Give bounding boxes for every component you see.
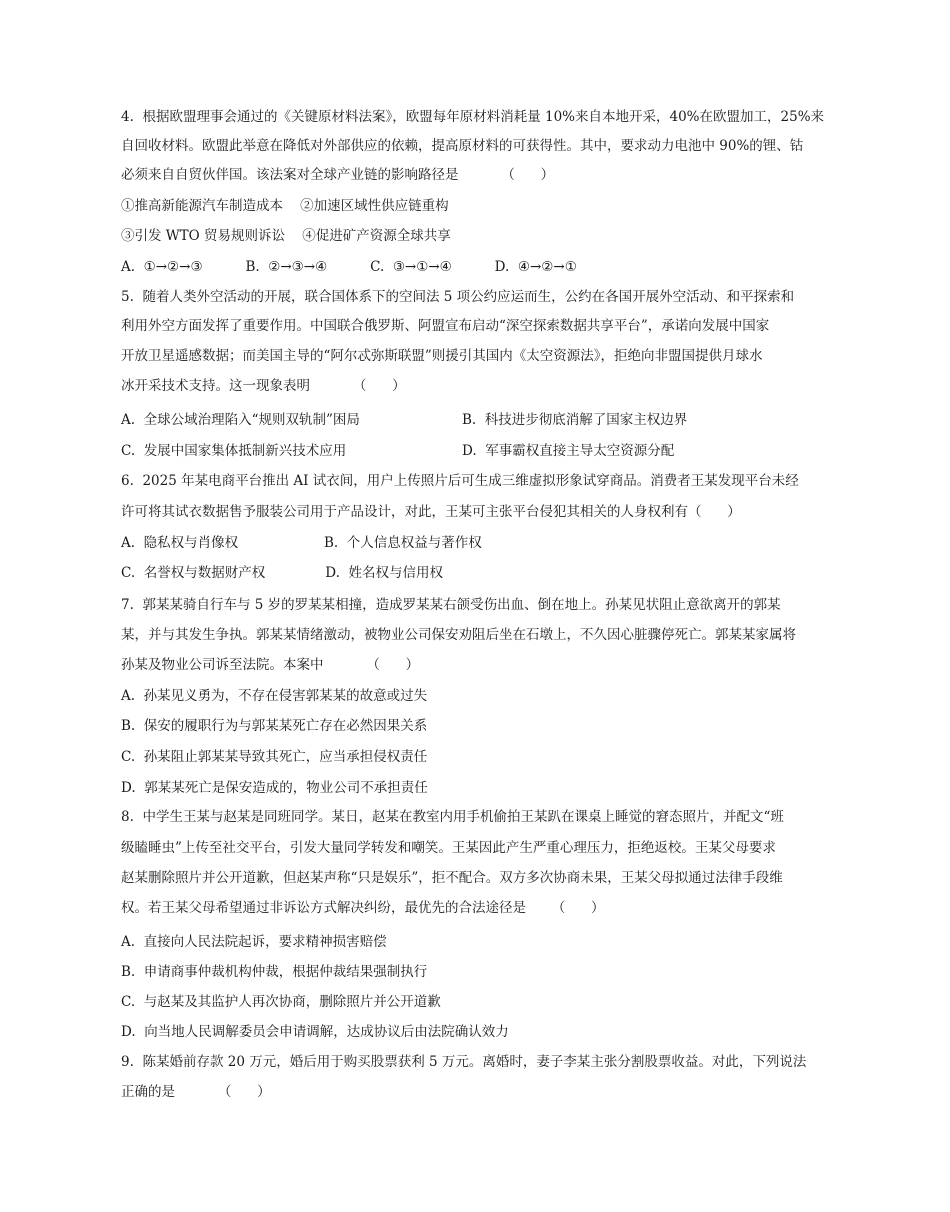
q6-choices-line-1: A. 隐私权与肖像权 B. 个人信息权益与著作权 bbox=[121, 535, 482, 551]
q6-stem-line-1: 6. 2025 年某电商平台推出 AI 试衣间，用户上传照片后可生成三维虚拟形象试穿商品。消费者王某发现平台未经 bbox=[121, 473, 799, 489]
q4-choices: A. ①→②→③ B. ②→③→④ C. ③→①→④ D. ④→②→① bbox=[121, 259, 577, 275]
q4-stem-line-1: 4. 根据欧盟理事会通过的《关键原材料法案》，欧盟每年原材料消耗量 10%来自本地开采，40%在欧盟加工，25%来 bbox=[121, 109, 825, 125]
q6-choices-line-2: C. 名誉权与数据财产权 D. 姓名权与信用权 bbox=[121, 565, 444, 581]
q7-choice-d: D. 郭某某死亡是保安造成的，物业公司不承担责任 bbox=[121, 780, 428, 796]
q8-choice-d: D. 向当地人民调解委员会申请调解，达成协议后由法院确认效力 bbox=[121, 1024, 509, 1040]
q5-stem-line-3: 开放卫星遥感数据；而美国主导的“阿尔忒弥斯联盟”则援引其国内《太空资源法》，拒绝向非盟国提供月球水 bbox=[121, 348, 763, 364]
q9-stem-line-1: 9. 陈某婚前存款 20 万元，婚后用于购买股票获利 5 万元。离婚时，妻子李某主张分割股票收益。对此，下列说法 bbox=[121, 1054, 807, 1070]
q5-stem-line-1: 5. 随着人类外空活动的开展，联合国体系下的空间法 5 项公约应运而生，公约在各国开展外空活动、和平探索和 bbox=[121, 289, 795, 305]
q8-stem-line-4: 权。若王某父母希望通过非诉讼方式解决纠纷，最优先的合法途径是 （ ） bbox=[121, 900, 605, 916]
q7-stem-line-1: 7. 郭某某骑自行车与 5 岁的罗某某相撞，造成罗某某右颌受伤出血、倒在地上。孙某见状阻止意欲离开的郭某 bbox=[121, 597, 781, 613]
q5-choice-d: D. 军事霸权直接主导太空资源分配 bbox=[462, 443, 675, 459]
q5-choice-a: A. 全球公域治理陷入“规则双轨制”困局 bbox=[121, 412, 360, 428]
q4-items-line-1: ①推高新能源汽车制造成本 ②加速区域性供应链重构 bbox=[121, 198, 449, 214]
q7-stem-line-3: 孙某及物业公司诉至法院。本案中 （ ） bbox=[121, 657, 420, 673]
q4-stem-line-3: 必须来自自贸伙伴国。该法案对全球产业链的影响路径是 （ ） bbox=[121, 167, 555, 183]
q5-stem-line-2: 利用外空方面发挥了重要作用。中国联合俄罗斯、阿盟宣布启动“深空探索数据共享平台”，承诺向发展中国家 bbox=[121, 318, 770, 334]
q7-choice-c: C. 孙某阻止郭某某导致其死亡，应当承担侵权责任 bbox=[121, 749, 428, 765]
q5-choice-c: C. 发展中国家集体抵制新兴技术应用 bbox=[121, 443, 347, 459]
q8-choice-b: B. 申请商事仲裁机构仲裁，根据仲裁结果强制执行 bbox=[121, 964, 428, 980]
q6-stem-line-2: 许可将其试衣数据售予服装公司用于产品设计，对此，王某可主张平台侵犯其相关的人身权利有（ ） bbox=[121, 504, 741, 520]
q8-choice-c: C. 与赵某及其监护人再次协商，删除照片并公开道歉 bbox=[121, 994, 441, 1010]
q5-choice-b: B. 科技进步彻底消解了国家主权边界 bbox=[462, 412, 688, 428]
q8-stem-line-1: 8. 中学生王某与赵某是同班同学。某日，赵某在教室内用手机偷拍王某趴在课桌上睡觉的窘态照片，并配文“班 bbox=[121, 809, 784, 825]
q5-stem-line-4: 冰开采技术支持。这一现象表明 （ ） bbox=[121, 378, 406, 394]
q4-items-line-2: ③引发 WTO 贸易规则诉讼 ④促进矿产资源全球共享 bbox=[121, 228, 451, 244]
q8-stem-line-3: 赵某删除照片并公开道歉，但赵某声称“只是娱乐”，拒不配合。双方多次协商未果，王某父母拟通过法律手段维 bbox=[121, 870, 783, 886]
q8-stem-line-2: 级瞌睡虫”上传至社交平台，引发大量同学转发和嘲笑。王某因此产生严重心理压力，拒绝返校。王某父母要求 bbox=[121, 840, 776, 856]
q7-choice-a: A. 孙某见义勇为，不存在侵害郭某某的故意或过失 bbox=[121, 688, 428, 704]
q7-stem-line-2: 某，并与其发生争执。郭某某情绪激动，被物业公司保安劝阻后坐在石墩上，不久因心脏骤停死亡。郭某某家属将 bbox=[121, 627, 796, 643]
q4-stem-line-2: 自回收材料。欧盟此举意在降低对外部供应的依赖，提高原材料的可获得性。其中，要求动力电池中 90%的锂、钴 bbox=[121, 138, 804, 154]
q9-stem-line-2: 正确的是 （ ） bbox=[121, 1084, 271, 1100]
q7-choice-b: B. 保安的履职行为与郭某某死亡存在必然因果关系 bbox=[121, 718, 428, 734]
q8-choice-a: A. 直接向人民法院起诉，要求精神损害赔偿 bbox=[121, 934, 387, 950]
